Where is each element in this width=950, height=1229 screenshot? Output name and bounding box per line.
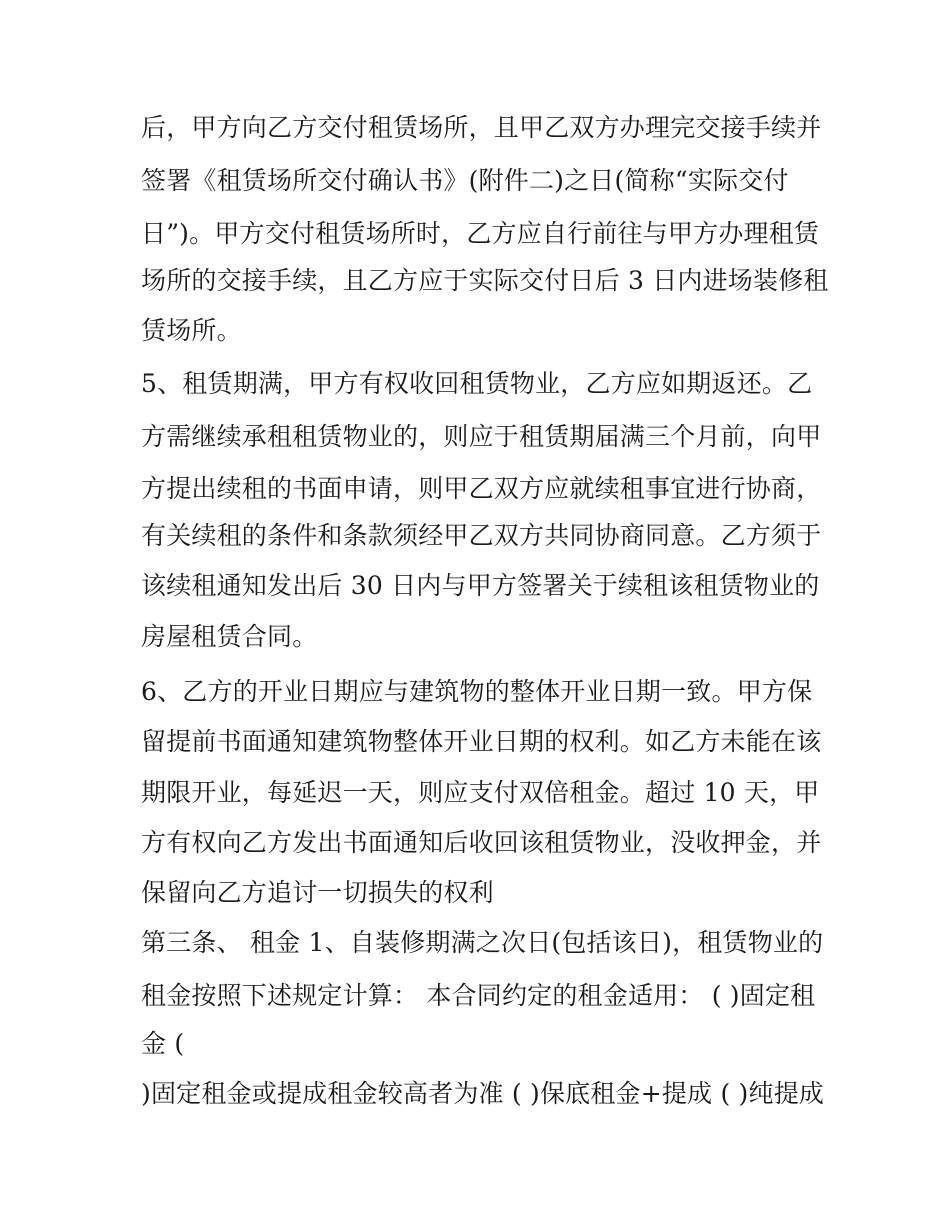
text-line: 金 ( [141,1029,185,1058]
text-line: 方需继续承租租赁物业的，则应于租赁期届满三个月前，向甲 [141,422,822,451]
text-line: 方提出续租的书面申请，则甲乙双方应就续租事宜进行协商， [141,474,822,503]
text-line: 该续租通知发出后 30 日内与甲方签署关于续租该租赁物业的 [141,571,820,600]
text-line: 日”)。甲方交付租赁场所时，乙方应自行前往与甲方办理租赁 [141,219,820,248]
text-line: 房屋租赁合同。 [141,622,318,651]
text-line: 5、租赁期满，甲方有权收回租赁物业，乙方应如期返还。乙 [141,369,813,398]
text-line: 租金按照下述规定计算： 本合同约定的租金适用： ( )固定租 [141,981,816,1010]
text-line: 期限开业，每延迟一天，则应支付双倍租金。超过 10 天，甲 [141,778,820,807]
text-line: 赁场所。 [141,316,242,345]
text-line: 签署《租赁场所交付确认书》(附件二)之日(简称“实际交付 [141,166,789,195]
text-line: 留提前书面通知建筑物整体开业日期的权利。如乙方未能在该 [141,727,822,756]
text-line: 场所的交接手续，且乙方应于实际交付日后 3 日内进场装修租 [141,266,829,295]
text-line: 6、乙方的开业日期应与建筑物的整体开业日期一致。甲方保 [141,677,813,706]
text-line: 有关续租的条件和条款须经甲乙双方共同协商同意。乙方须于 [141,521,822,550]
text-line: 方有权向乙方发出书面通知后收回该租赁物业，没收押金，并 [141,828,822,857]
text-line: 保留向乙方追讨一切损失的权利 [141,878,494,907]
text-line: )固定租金或提成租金较高者为准 ( )保底租金+提成 ( )纯提成 [141,1079,825,1108]
text-line: 第三条、 租金 1、自装修期满之次日(包括该日)，租赁物业的 [141,928,824,957]
text-line: 后，甲方向乙方交付租赁场所，且甲乙双方办理完交接手续并 [141,113,822,142]
